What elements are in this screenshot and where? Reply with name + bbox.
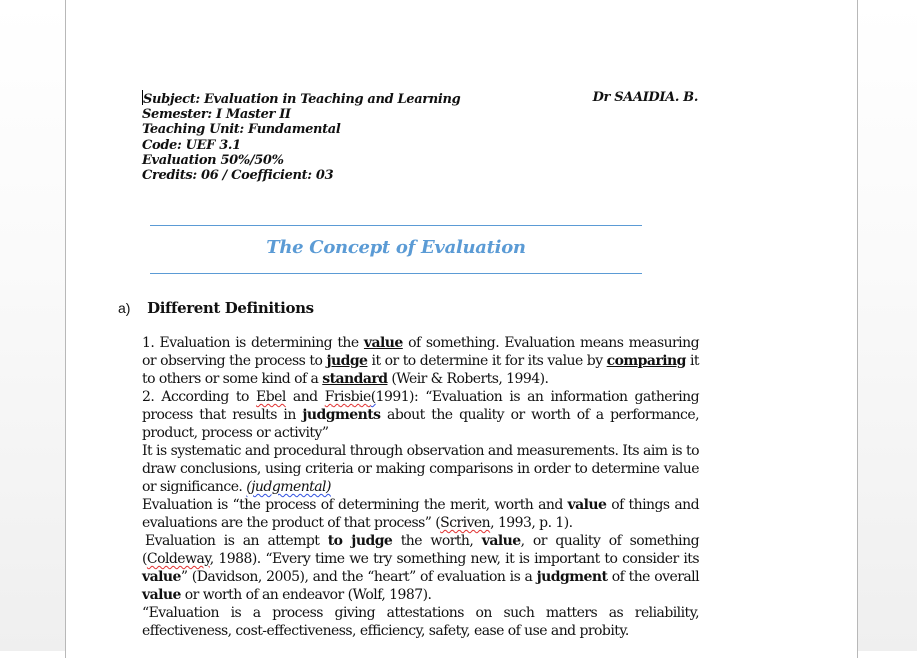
credits-line: Credits: 06 / Coefficient: 03 [142, 168, 334, 184]
section-heading [118, 298, 314, 317]
text-run: “Evaluation is a process giving attestations on such matters as reliability, effectiveness, cost-effectiveness, efficiency, safety, ease of use and probity. [142, 605, 699, 639]
text-run: (Weir & Roberts, 1994). [387, 371, 549, 387]
bold-keyword: judge [326, 353, 368, 369]
semester-line: Semester: I Master II [142, 107, 291, 123]
title-bottom-rule [150, 273, 642, 274]
bold-keyword: value [567, 497, 607, 513]
bold-keyword: value [142, 569, 181, 585]
text-run: , or quality of something ( [142, 533, 699, 567]
text-run: , 1993, p. 1). [490, 515, 573, 531]
title-top-rule [150, 225, 642, 226]
text-run: and [285, 389, 325, 405]
text-run: of things and evaluations are the product of that process” ( [142, 497, 699, 531]
bold-keyword: value [142, 587, 181, 603]
subject-text: Subject: Evaluation in Teaching and Learning [143, 92, 461, 107]
text-run: 1. Evaluation is determining the [142, 335, 364, 351]
text-run: the worth, [392, 533, 482, 549]
spelling-flagged-word[interactable]: Coldeway [146, 551, 210, 567]
text-run: It is systematic and procedural through observation and measurements. Its aim is to draw conclusions, using criteria or making comparisons in order to determine value or significance. [142, 443, 699, 495]
text-run: of something. Evaluation means measuring or observing the process to [142, 335, 699, 369]
evaluation-line: Evaluation 50%/50% [142, 152, 284, 168]
text-run: of the overall [607, 569, 699, 585]
body-text[interactable] [142, 334, 699, 640]
spelling-flagged-word[interactable]: Scriven [440, 515, 491, 531]
text-run: 2. According to [142, 389, 257, 405]
definition-4 [142, 496, 699, 532]
text-run: it to others or some kind of a [142, 353, 700, 387]
definition-5 [142, 532, 699, 604]
list-marker: a) [118, 300, 131, 316]
text-run: , 1988). “Every time we try something new, it is important to consider its [209, 551, 699, 567]
text-run: or worth of an endeavor (Wolf, 1987). [180, 587, 432, 603]
course-header [142, 90, 698, 183]
definition-6 [142, 604, 699, 640]
document-title: The Concept of Evaluation [266, 237, 526, 258]
bold-keyword: judgments [302, 407, 381, 423]
definition-1 [142, 334, 699, 388]
grammar-flagged-text[interactable]: (judgmental) [246, 479, 331, 495]
teaching-unit-line: Teaching Unit: Fundamental [142, 122, 341, 138]
grammar-flagged-text[interactable]: ( [370, 389, 376, 405]
text-run: 1991): “Evaluation is an information gathering process that results in [142, 389, 699, 423]
bold-keyword: standard [322, 371, 388, 387]
bold-keyword: value [481, 533, 521, 549]
subject-line [142, 90, 698, 107]
text-run: it or to determine it for its value by [367, 353, 607, 369]
bold-keyword: comparing [606, 353, 686, 369]
code-line: Code: UEF 3.1 [142, 137, 241, 153]
definition-3 [142, 442, 699, 496]
bold-keyword: to judge [327, 533, 393, 549]
text-run: Evaluation is an attempt [145, 533, 328, 549]
bold-keyword: judgment [536, 569, 608, 585]
spelling-flagged-word[interactable]: Frisbie [324, 389, 371, 405]
section-heading-text: Different Definitions [147, 299, 314, 317]
spelling-flagged-word[interactable]: Ebel [256, 389, 286, 405]
text-run: Evaluation is “the process of determining the merit, worth and [142, 497, 568, 513]
bold-keyword: value [363, 335, 403, 351]
text-run: about the quality or worth of a performance, product, process or activity” [142, 407, 699, 441]
definition-2 [142, 388, 699, 442]
author-name: Dr SAAIDIA. B. [592, 90, 698, 105]
text-run: ” (Davidson, 2005), and the “heart” of evaluation is a [180, 569, 537, 585]
